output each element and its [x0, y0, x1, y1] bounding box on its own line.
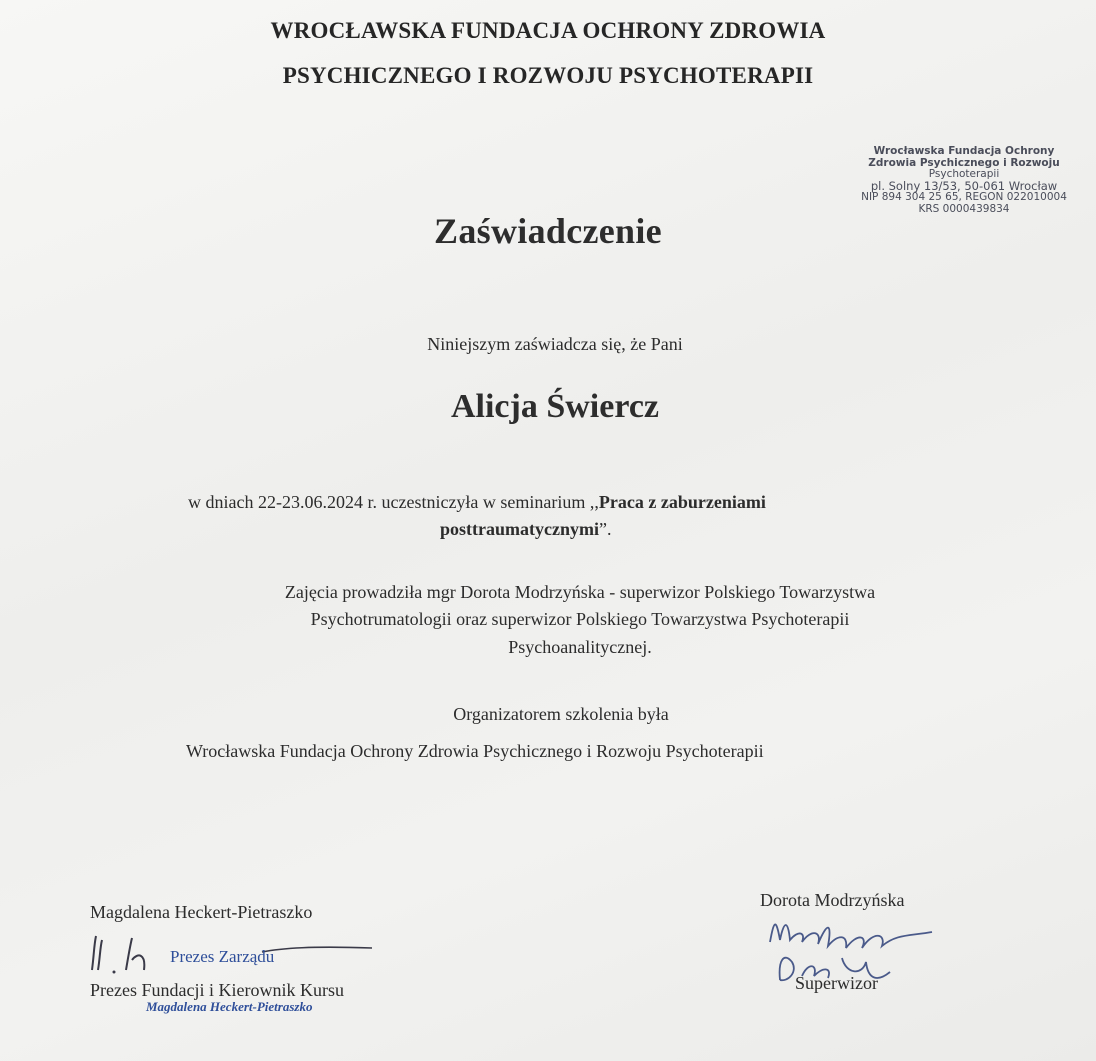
- left-role-stamp: Prezes Zarządu: [170, 947, 275, 966]
- organizer-name: Wrocławska Fundacja Ochrony Zdrowia Psychicznego i Rozwoju Psychoterapii: [186, 741, 764, 761]
- stamp-line4: pl. Solny 13/53, 50-061 Wrocław: [870, 178, 1058, 193]
- stamp-line5: NIP 894 304 25 65, REGON 022010004: [861, 191, 1067, 203]
- seminar-title-part2: posttraumatycznymi: [440, 519, 599, 539]
- foundation-stamp: [838, 146, 1090, 215]
- right-signatory-name: Dorota Modrzyńska: [760, 890, 905, 910]
- foundation-name-line1: WROCŁAWSKA FUNDACJA OCHRONY ZDROWIA: [270, 18, 826, 43]
- trainer-line3: Psychoanalitycznej.: [508, 637, 652, 657]
- certificate-title: Zaświadczenie: [434, 211, 662, 251]
- organizer-label: Organizatorem szkolenia była: [453, 704, 669, 724]
- seminar-suffix: ”.: [598, 519, 612, 539]
- stamp-line2: Zdrowia Psychicznego i Rozwoju: [868, 156, 1060, 169]
- right-signatory-role: Superwizor: [795, 973, 878, 993]
- left-signatory-name: Magdalena Heckert-Pietraszko: [90, 902, 313, 922]
- left-signatory-role: Prezes Fundacji i Kierownik Kursu: [90, 980, 344, 1000]
- stamp-line1: Wrocławska Fundacja Ochrony: [873, 145, 1055, 157]
- left-name-stamp: Magdalena Heckert-Pietraszko: [146, 999, 313, 1014]
- seminar-title-part1: Praca z zaburzeniami: [598, 492, 766, 512]
- participant-name: Alicja Świercz: [450, 388, 660, 425]
- stamp-line3: Psychoterapii: [928, 168, 1000, 180]
- foundation-name-line2: PSYCHICZNEGO I ROZWOJU PSYCHOTERAPII: [282, 63, 814, 88]
- intro-text: Niniejszym zaświadcza się, że Pani: [427, 334, 683, 354]
- trainer-line2: Psychotrumatologii oraz superwizor Polskiego Towarzystwa Psychoterapii: [310, 609, 850, 629]
- seminar-line2: [440, 519, 611, 540]
- trainer-line1: Zajęcia prowadziła mgr Dorota Modrzyńska - superwizor Polskiego Towarzystwa: [284, 582, 876, 602]
- seminar-line1: [188, 492, 988, 513]
- stamp-line6: KRS 0000439834: [918, 202, 1010, 215]
- seminar-prefix: w dniach 22-23.06.2024 r. uczestniczyła w seminarium ,,: [188, 492, 599, 512]
